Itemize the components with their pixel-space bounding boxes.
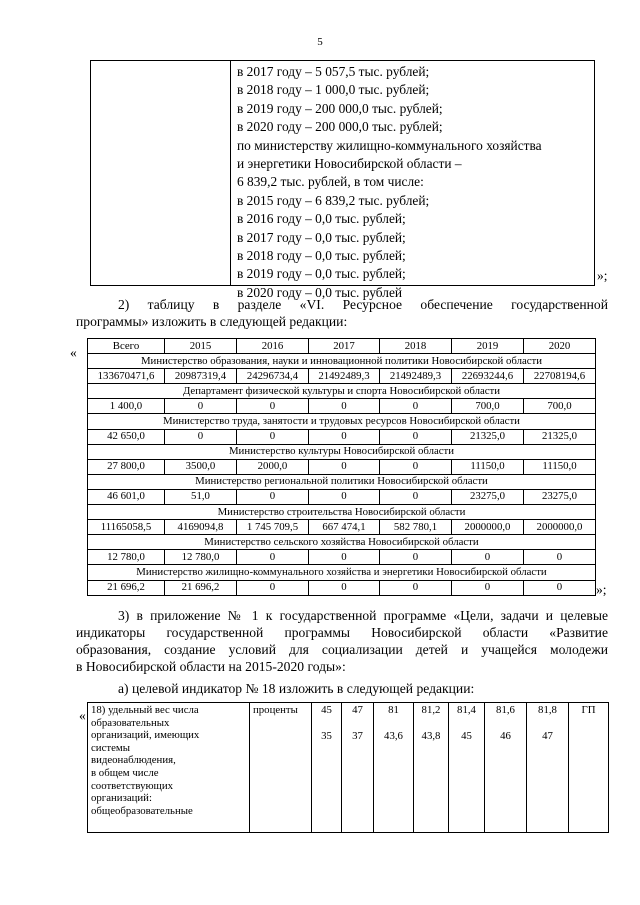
indicator-value: 43,6 [384,729,403,742]
funding-line: в 2020 году – 200 000,0 тыс. рублей; [237,119,443,135]
funding-line: в 2018 году – 0,0 тыс. рублей; [237,248,406,264]
value-cell: 46 601,0 [88,489,165,504]
ministry-name: Министерство строительства Новосибирской области [88,505,596,520]
value-cell: 0 [380,550,452,565]
value-cell: 0 [380,580,452,595]
value-cell: 2000,0 [237,459,309,474]
header-cell: 2020 [524,339,596,354]
value-cell: 22708194,6 [524,369,596,384]
indicator-value-cell [485,703,527,833]
para2-line2: программы» изложить в следующей редакции: [76,314,348,329]
value-cell: 0 [165,399,237,414]
value-cell: 2000000,0 [524,520,596,535]
value-cell: 22693244,6 [452,369,524,384]
funding-table-empty-cell [91,61,231,285]
ministry-name: Министерство образования, науки и инновационной политики Новосибирской области [88,354,596,369]
value-cell: 2000000,0 [452,520,524,535]
ministry-name: Министерство труда, занятости и трудовых ресурсов Новосибирской области [88,414,596,429]
value-cell: 24296734,4 [237,369,309,384]
header-cell: Всего [88,339,165,354]
funding-line: и энергетики Новосибирской области – [237,156,462,172]
value-cell: 11165058,5 [88,520,165,535]
value-cell: 1 400,0 [88,399,165,414]
value-cell: 0 [380,459,452,474]
ministry-name: Министерство региональной политики Новосибирской области [88,474,596,489]
ministry-row [88,474,596,489]
funding-close-quote: »; [597,268,608,283]
value-cell: 21492489,3 [380,369,452,384]
value-cell: 0 [309,580,380,595]
value-cell: 133670471,6 [88,369,165,384]
indicator-label [88,703,250,833]
funding-line: в 2015 году – 6 839,2 тыс. рублей; [237,192,430,208]
value-cell: 27 800,0 [88,459,165,474]
value-cell: 0 [380,489,452,504]
ministry-name: Министерство жилищно-коммунального хозяйства и энергетики Новосибирской области [88,565,596,580]
value-cell: 23275,0 [524,489,596,504]
value-cell: 0 [237,489,309,504]
value-cell: 11150,0 [452,459,524,474]
value-cell: 0 [165,429,237,444]
resources-table [87,338,596,596]
indicator-value: 45 [461,729,472,742]
values-row [88,580,596,595]
value-cell: 0 [237,429,309,444]
value-cell: 21325,0 [524,429,596,444]
indicator-value: 81 [388,704,399,716]
values-row [88,520,596,535]
value-cell: 21 696,2 [88,580,165,595]
ministry-row [88,505,596,520]
values-row [88,489,596,504]
indicator-value-cell [527,703,569,833]
funding-line: в 2016 году – 0,0 тыс. рублей; [237,211,406,227]
funding-line: 6 839,2 тыс. рублей, в том числе: [237,174,424,190]
para3-line1: 3) в приложение № 1 к государственной программе «Цели, задачи и целевые [118,608,608,623]
indicator-unit: проценты [250,703,312,833]
indicator-value-cell [414,703,449,833]
funding-table-text-cell [237,63,592,302]
indicator-value: 47 [352,704,363,716]
value-cell: 0 [237,399,309,414]
funding-line: в 2020 году – 0,0 тыс. рублей [237,284,403,300]
value-cell: 11150,0 [524,459,596,474]
ministry-row [88,535,596,550]
funding-line: по министерству жилищно-коммунального хозяйства [237,137,542,153]
indicator-table [87,702,609,833]
value-cell: 667 474,1 [309,520,380,535]
resources-header-row [88,339,596,354]
value-cell: 0 [380,399,452,414]
value-cell: 700,0 [524,399,596,414]
value-cell: 582 780,1 [380,520,452,535]
funding-line: в 2018 году – 1 000,0 тыс. рублей; [237,82,430,98]
indicator-value: 37 [352,729,363,742]
indicator-value-cell [374,703,414,833]
indicator-label-line: системы [91,741,130,754]
header-cell: 2016 [237,339,309,354]
value-cell: 700,0 [452,399,524,414]
funding-table [90,60,595,300]
para3-line2: индикаторы государственной программы Новосибирской области «Развитие [76,625,608,640]
funding-line: в 2019 году – 200 000,0 тыс. рублей; [237,100,443,116]
indicator-value-cell [449,703,485,833]
value-cell: 3500,0 [165,459,237,474]
ministry-row [88,384,596,399]
header-cell: 2017 [309,339,380,354]
value-cell: 21325,0 [452,429,524,444]
indicator-row [88,703,609,833]
value-cell: 0 [452,580,524,595]
indicator-label-line: в общем числе [91,766,159,779]
ministry-name: Министерство сельского хозяйства Новосибирской области [88,535,596,550]
indicator-label-line: организаций, имеющих [91,729,200,742]
values-row [88,550,596,565]
ministry-name: Департамент физической культуры и спорта Новосибирской области [88,384,596,399]
resources-open-quote: « [70,345,77,360]
value-cell: 1 745 709,5 [237,520,309,535]
value-cell: 4169094,8 [165,520,237,535]
indicator-program-code: ГП [569,703,609,833]
ministry-row [88,354,596,369]
indicator-label-line: общеобразовательные [91,804,193,817]
value-cell: 42 650,0 [88,429,165,444]
value-cell: 21 696,2 [165,580,237,595]
indicator-value: 35 [321,729,332,742]
value-cell: 0 [524,580,596,595]
value-cell: 0 [309,399,380,414]
values-row [88,369,596,384]
indicator-label-line: 18) удельный вес числа [91,704,199,716]
value-cell: 12 780,0 [165,550,237,565]
indicator-label-line: видеонаблюдения, [91,754,176,767]
indicator-value: 43,8 [421,729,441,742]
para2-line1: 2) таблицу в разделе «VI. Ресурсное обеспечение государственной [118,297,608,312]
indicator-open-quote: « [79,708,86,723]
header-cell: 2019 [452,339,524,354]
indicator-value: 81,8 [538,704,557,716]
value-cell: 23275,0 [452,489,524,504]
value-cell: 0 [309,429,380,444]
value-cell: 12 780,0 [88,550,165,565]
value-cell: 21492489,3 [309,369,380,384]
indicator-label-line: соответствующих [91,779,174,792]
value-cell: 0 [524,550,596,565]
value-cell: 0 [380,429,452,444]
indicator-value: 46 [500,729,511,742]
indicator-label-line: образовательных [91,716,170,729]
page-number: 5 [317,36,323,48]
funding-line: в 2019 году – 0,0 тыс. рублей; [237,266,406,282]
ministry-name: Министерство культуры Новосибирской области [88,444,596,459]
para3a: а) целевой индикатор № 18 изложить в следующей редакции: [118,681,475,696]
values-row [88,399,596,414]
funding-line: в 2017 году – 0,0 тыс. рублей; [237,229,406,245]
indicator-value-cell [342,703,374,833]
funding-line: в 2017 году – 5 057,5 тыс. рублей; [237,64,430,79]
value-cell: 0 [452,550,524,565]
ministry-row [88,414,596,429]
values-row [88,429,596,444]
value-cell: 20987319,4 [165,369,237,384]
para3-line4: в Новосибирской области на 2015-2020 годы»: [76,659,346,674]
value-cell: 0 [309,489,380,504]
header-cell: 2018 [380,339,452,354]
value-cell: 0 [309,550,380,565]
header-cell: 2015 [165,339,237,354]
indicator-value: 81,2 [421,704,441,716]
para3-line3: образования, создание условий для социализации детей и учащейся молодежи [76,642,608,657]
indicator-value: 45 [321,704,332,716]
ministry-row [88,565,596,580]
values-row [88,459,596,474]
indicator-value: 47 [542,729,553,742]
value-cell: 0 [309,459,380,474]
resources-close-quote: »; [596,582,607,597]
indicator-label-line: организаций: [91,792,152,805]
indicator-value: 81,6 [496,704,515,716]
value-cell: 51,0 [165,489,237,504]
value-cell: 0 [237,580,309,595]
value-cell: 0 [237,550,309,565]
indicator-value: 81,4 [457,704,476,716]
indicator-value-cell [312,703,342,833]
ministry-row [88,444,596,459]
